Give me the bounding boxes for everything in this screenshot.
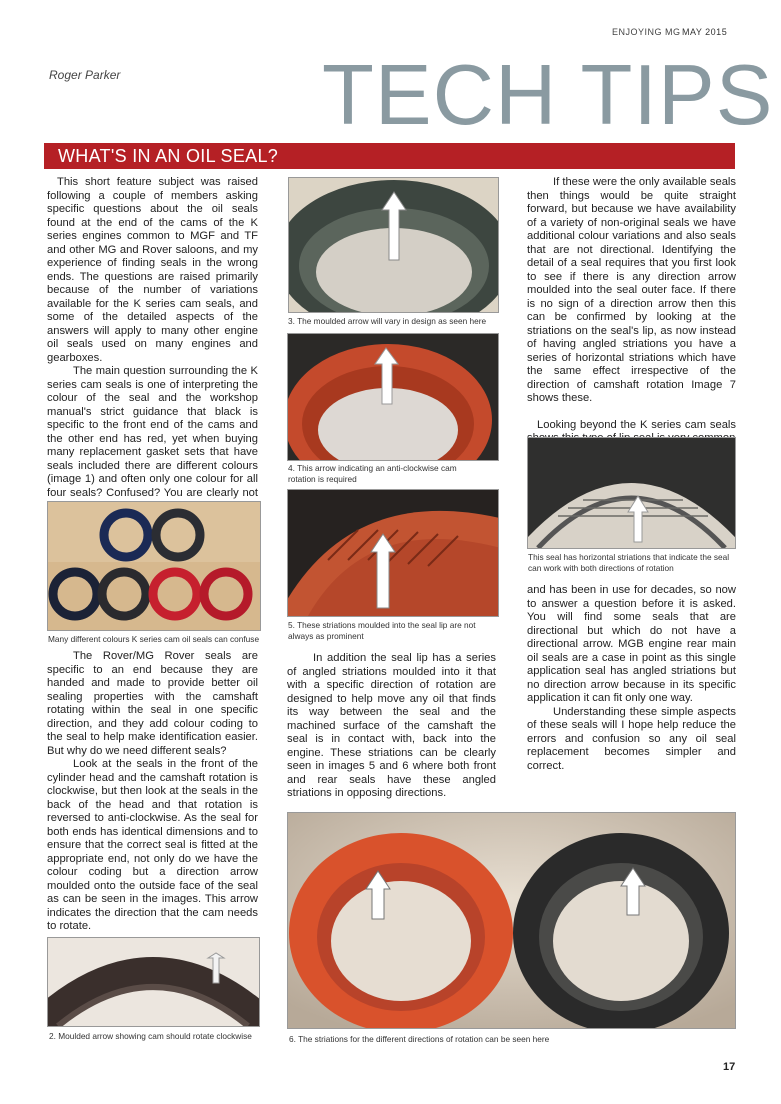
column-1-text-continued xyxy=(47,650,258,934)
figure-5-caption: 5. These striations moulded into the seal lip are not always as prominent xyxy=(288,620,476,641)
page-title: TECH TIPS xyxy=(322,48,774,143)
issue-date: MAY 2015 xyxy=(682,27,728,37)
paragraph: This short feature subject was raised following a couple of members asking specific questions about the oil seals found at the end of the cams of the K series engines common to MGF and TF and other MG and Rover saloons, and my experience of finding seals in the wrong ends. The questions are raised primarily because of the number of variations available for the K series cam seals, and some of the detailed aspects of the answers will apply to many other engine oil seals used on many engines and gearboxes. xyxy=(47,176,258,364)
figure-7-caption: This seal has horizontal striations that indicate the seal can work with both directions of rotation xyxy=(528,552,730,573)
column-3-text-continued xyxy=(527,584,736,773)
figure-3-caption: 3. The moulded arrow will vary in design as seen here xyxy=(288,316,487,326)
figure-4-caption: 4. This arrow indicating an anti-clockwise cam rotation is required xyxy=(288,463,457,484)
figure-6-image xyxy=(287,812,736,1029)
paragraph: If these were the only available seals then things would be quite straight forward, but because we have availability of a variety of non-original seals we have additional colour variations and also seals that are not directional. Identifying the detail of a seal requires that you first look to see if there is any direction arrow moulded into the seal outer face. If there is no sign of a direction arrow then this can be confirmed by looking at the striations on the seal's lip, as now instead of having angled striations you have a series of horizontal striations which have the same effect irrespective of the direction of camshaft rotation Image 7 shows these. xyxy=(527,176,736,404)
figure-2-caption: 2. Moulded arrow showing cam should rotate clockwise xyxy=(49,1031,252,1041)
column-2-text xyxy=(287,652,496,801)
figure-7-image xyxy=(527,437,736,549)
figure-3-image xyxy=(288,177,499,313)
article-title: WHAT'S IN AN OIL SEAL? xyxy=(58,146,279,166)
paragraph: The main question surrounding the K series cam seals is one of interpreting the colour of the seal and the workshop manual's strict guidance that black is specific to the front end of the cams and the other end has red, yet when buying many replacement gasket sets that have seals included there are different colours (image 1) and often only one colour for all four seals? Confused? You are clearly not xyxy=(47,365,258,499)
figure-4-image xyxy=(287,333,499,461)
column-1-text xyxy=(47,176,258,514)
paragraph: Look at the seals in the front of the cylinder head and the camshaft rotation is clockwise, but then look at the seals in the back of the head and that rotation is reversed to anti-clockwise. As the seal for both ends has identical dimensions and to ensure that the correct seal is fitted at the appropriate end, not only do we have the colour coding but a direction arrow moulded onto the outside face of the seal as can be seen in the images. This arrow indicates the direction that the cam needs to rotate. xyxy=(47,758,258,932)
paragraph: and has been in use for decades, so now to answer a question before it is asked. You will find some seals that are directional but which do not have a directional arrow. MGB engine rear main oil seals are a case in point as this single application seal has angled striations but no direction arrow because in its specific application it can fit only one way. xyxy=(527,584,736,704)
page-number: 17 xyxy=(723,1061,736,1073)
paragraph: Looking beyond the K series cam seals xyxy=(537,418,736,431)
paragraph: Understanding these simple aspects of these seals will I hope help reduce the errors and confusion so any oil seal replacement becomes simpler and correct. xyxy=(527,705,736,772)
paragraph: The Rover/MG Rover seals are specific to an end because they are handed and made to provide better oil sealing properties with the camshaft rotating within the seal in one specific direction, and they add colour coding to the seal to help make identification easier. But why do we need different seals? xyxy=(47,650,258,757)
figure-1-caption: Many different colours K series cam oil seals can confuse xyxy=(48,634,260,644)
article-banner xyxy=(44,143,735,169)
figure-2-image xyxy=(47,937,260,1027)
figure-6-caption: 6. The striations for the different directions of rotation can be seen here xyxy=(289,1034,550,1044)
magazine-name: ENJOYING MG xyxy=(612,27,681,37)
column-3-text xyxy=(527,176,736,446)
figure-5-image xyxy=(287,489,499,617)
figure-1-image xyxy=(47,501,261,631)
paragraph: In addition the seal lip has a series of angled striations moulded into it that with a specific direction of rotation are designed to help move any oil that finds its way between the seal and the machined surface of the camshaft the seal is in contact with, back into the engine. These striations can be clearly seen in images 5 and 6 where both front and rear seals have these angled striations in opposing directions. xyxy=(287,652,496,799)
author-name: Roger Parker xyxy=(49,68,121,82)
